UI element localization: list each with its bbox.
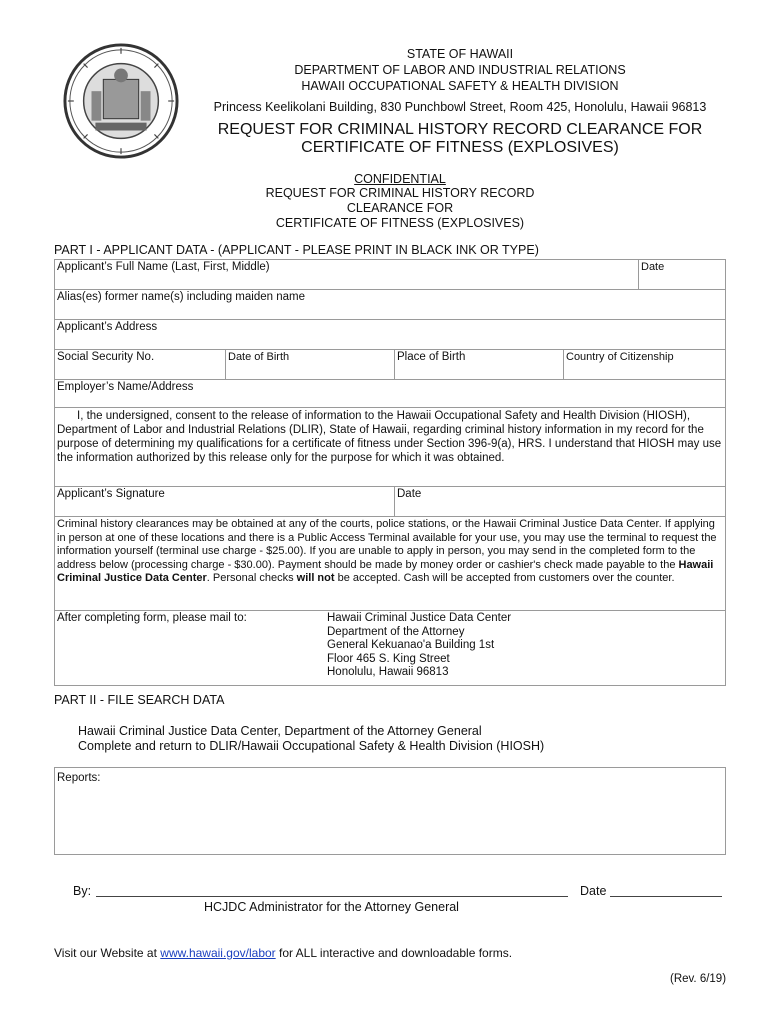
clearance-info-text1: Criminal history clearances may be obtained at any of the courts, police stations, or the Hawaii Criminal Justice Data Center. If applying in person at one of these locations and there is a Public Access Terminal available for your use, you may use the terminal to request the information yourself (terminal use charge - $25.00). If you are unable to apply in person, you may send in the completed form to the address below (processing charge - $30.00). Payment should be made by money order or cashier's check made payable to the [57,518,717,571]
ssn-field[interactable] [55,350,226,380]
reports-field[interactable] [54,767,726,855]
full-name-label: Applicant’s Full Name (Last, First, Middle) [57,261,270,273]
mail-line: Honolulu, Hawaii 96813 [327,666,449,678]
address-field[interactable] [55,320,726,350]
pob-field[interactable] [395,350,564,380]
reports-label: Reports: [57,772,101,784]
mail-address [327,612,511,680]
header-department: DEPARTMENT OF LABOR AND INDUSTRIAL RELATIONS [294,63,626,77]
state-seal-image [62,42,180,160]
header-state: STATE OF HAWAII [406,47,514,61]
part2-line2: Complete and return to DLIR/Hawaii Occupational Safety & Health Division (HIOSH) [78,739,545,753]
date-label: Date [641,261,665,273]
pob-label: Place of Birth [397,351,466,363]
header-division: HAWAII OCCUPATIONAL SAFETY & HEALTH DIVISION [301,79,619,93]
by-date-line[interactable] [610,882,722,897]
signature-field[interactable] [55,487,395,517]
mail-to-label: After completing form, please mail to: [57,612,247,624]
website-link[interactable]: www.hawaii.gov/labor [160,946,276,960]
clearance-info-bold1: Hawaii Criminal Justice Data Center [57,558,714,584]
mail-line: General Kekuanao'a Building 1st [327,639,495,651]
date-field[interactable] [639,260,726,290]
ssn-label: Social Security No. [57,351,155,363]
clearance-info [55,517,726,611]
address-label: Applicant’s Address [57,321,158,333]
employer-field[interactable] [55,380,726,408]
consent-text: I, the undersigned, consent to the release of information to the Hawaii Occupational Safety and Health Division (HIOSH), Department of Labor and Industrial Relations (DLIR), State of Hawaii, regarding criminal history information in my record for the purpose of determining my qualifications for a certificate of fitness under Section 396-9(a), HRS. I understand that HIOSH may use the information authorized by this release only for the purpose for which it was obtained. [57,410,722,464]
mail-line: Hawaii Criminal Justice Data Center [327,612,512,624]
revision-date: (Rev. 6/19) [670,973,727,985]
form-title-line2: CERTIFICATE OF FITNESS (EXPLOSIVES) [301,139,619,156]
mail-to-block [55,611,726,686]
clearance-info-bold2: will not [296,572,335,584]
signature-label: Applicant’s Signature [57,488,165,500]
mail-line: Floor 465 S. King Street [327,652,450,665]
aliases-field[interactable] [55,290,726,320]
confidential-line2: CLEARANCE FOR [346,201,454,215]
website-notice [54,946,512,960]
signature-date-field[interactable] [395,487,726,517]
citizenship-field[interactable] [564,350,726,380]
admin-label: HCJDC Administrator for the Attorney General [204,900,459,914]
mail-line: Department of the Attorney [327,625,465,638]
website-suffix: for ALL interactive and downloadable forms. [275,946,513,960]
part1-heading: PART I - APPLICANT DATA - (APPLICANT - PLEASE PRINT IN BLACK INK OR TYPE) [54,243,539,257]
by-signature-line[interactable] [96,882,568,897]
confidential-line1: REQUEST FOR CRIMINAL HISTORY RECORD [265,186,535,200]
confidential-line3: CERTIFICATE OF FITNESS (EXPLOSIVES) [275,216,525,230]
part2-heading: PART II - FILE SEARCH DATA [54,693,225,707]
dob-field[interactable] [226,350,395,380]
citizenship-label: Country of Citizenship [566,351,674,363]
part2-line1: Hawaii Criminal Justice Data Center, Department of the Attorney General [78,724,482,738]
clearance-info-text3: be accepted. Cash will be accepted from customers over the counter. [334,572,675,584]
aliases-label: Alias(es) former name(s) including maiden name [57,291,305,303]
header-address: Princess Keelikolani Building, 830 Punchbowl Street, Room 425, Honolulu, Hawaii 96813 [213,100,707,114]
confidential-label: CONFIDENTIAL [354,172,446,186]
by-date-label: Date [580,884,607,898]
dob-label: Date of Birth [228,351,290,363]
clearance-info-text2: . Personal checks [206,572,297,584]
applicant-data-table [54,259,726,686]
by-label: By: [73,884,92,898]
form-title-line1: REQUEST FOR CRIMINAL HISTORY RECORD CLEARANCE FOR [217,121,703,138]
full-name-field[interactable] [55,260,639,290]
website-prefix: Visit our Website at [54,946,161,960]
signature-date-label: Date [397,488,422,500]
employer-label: Employer’s Name/Address [57,381,194,393]
consent-statement [55,408,726,487]
